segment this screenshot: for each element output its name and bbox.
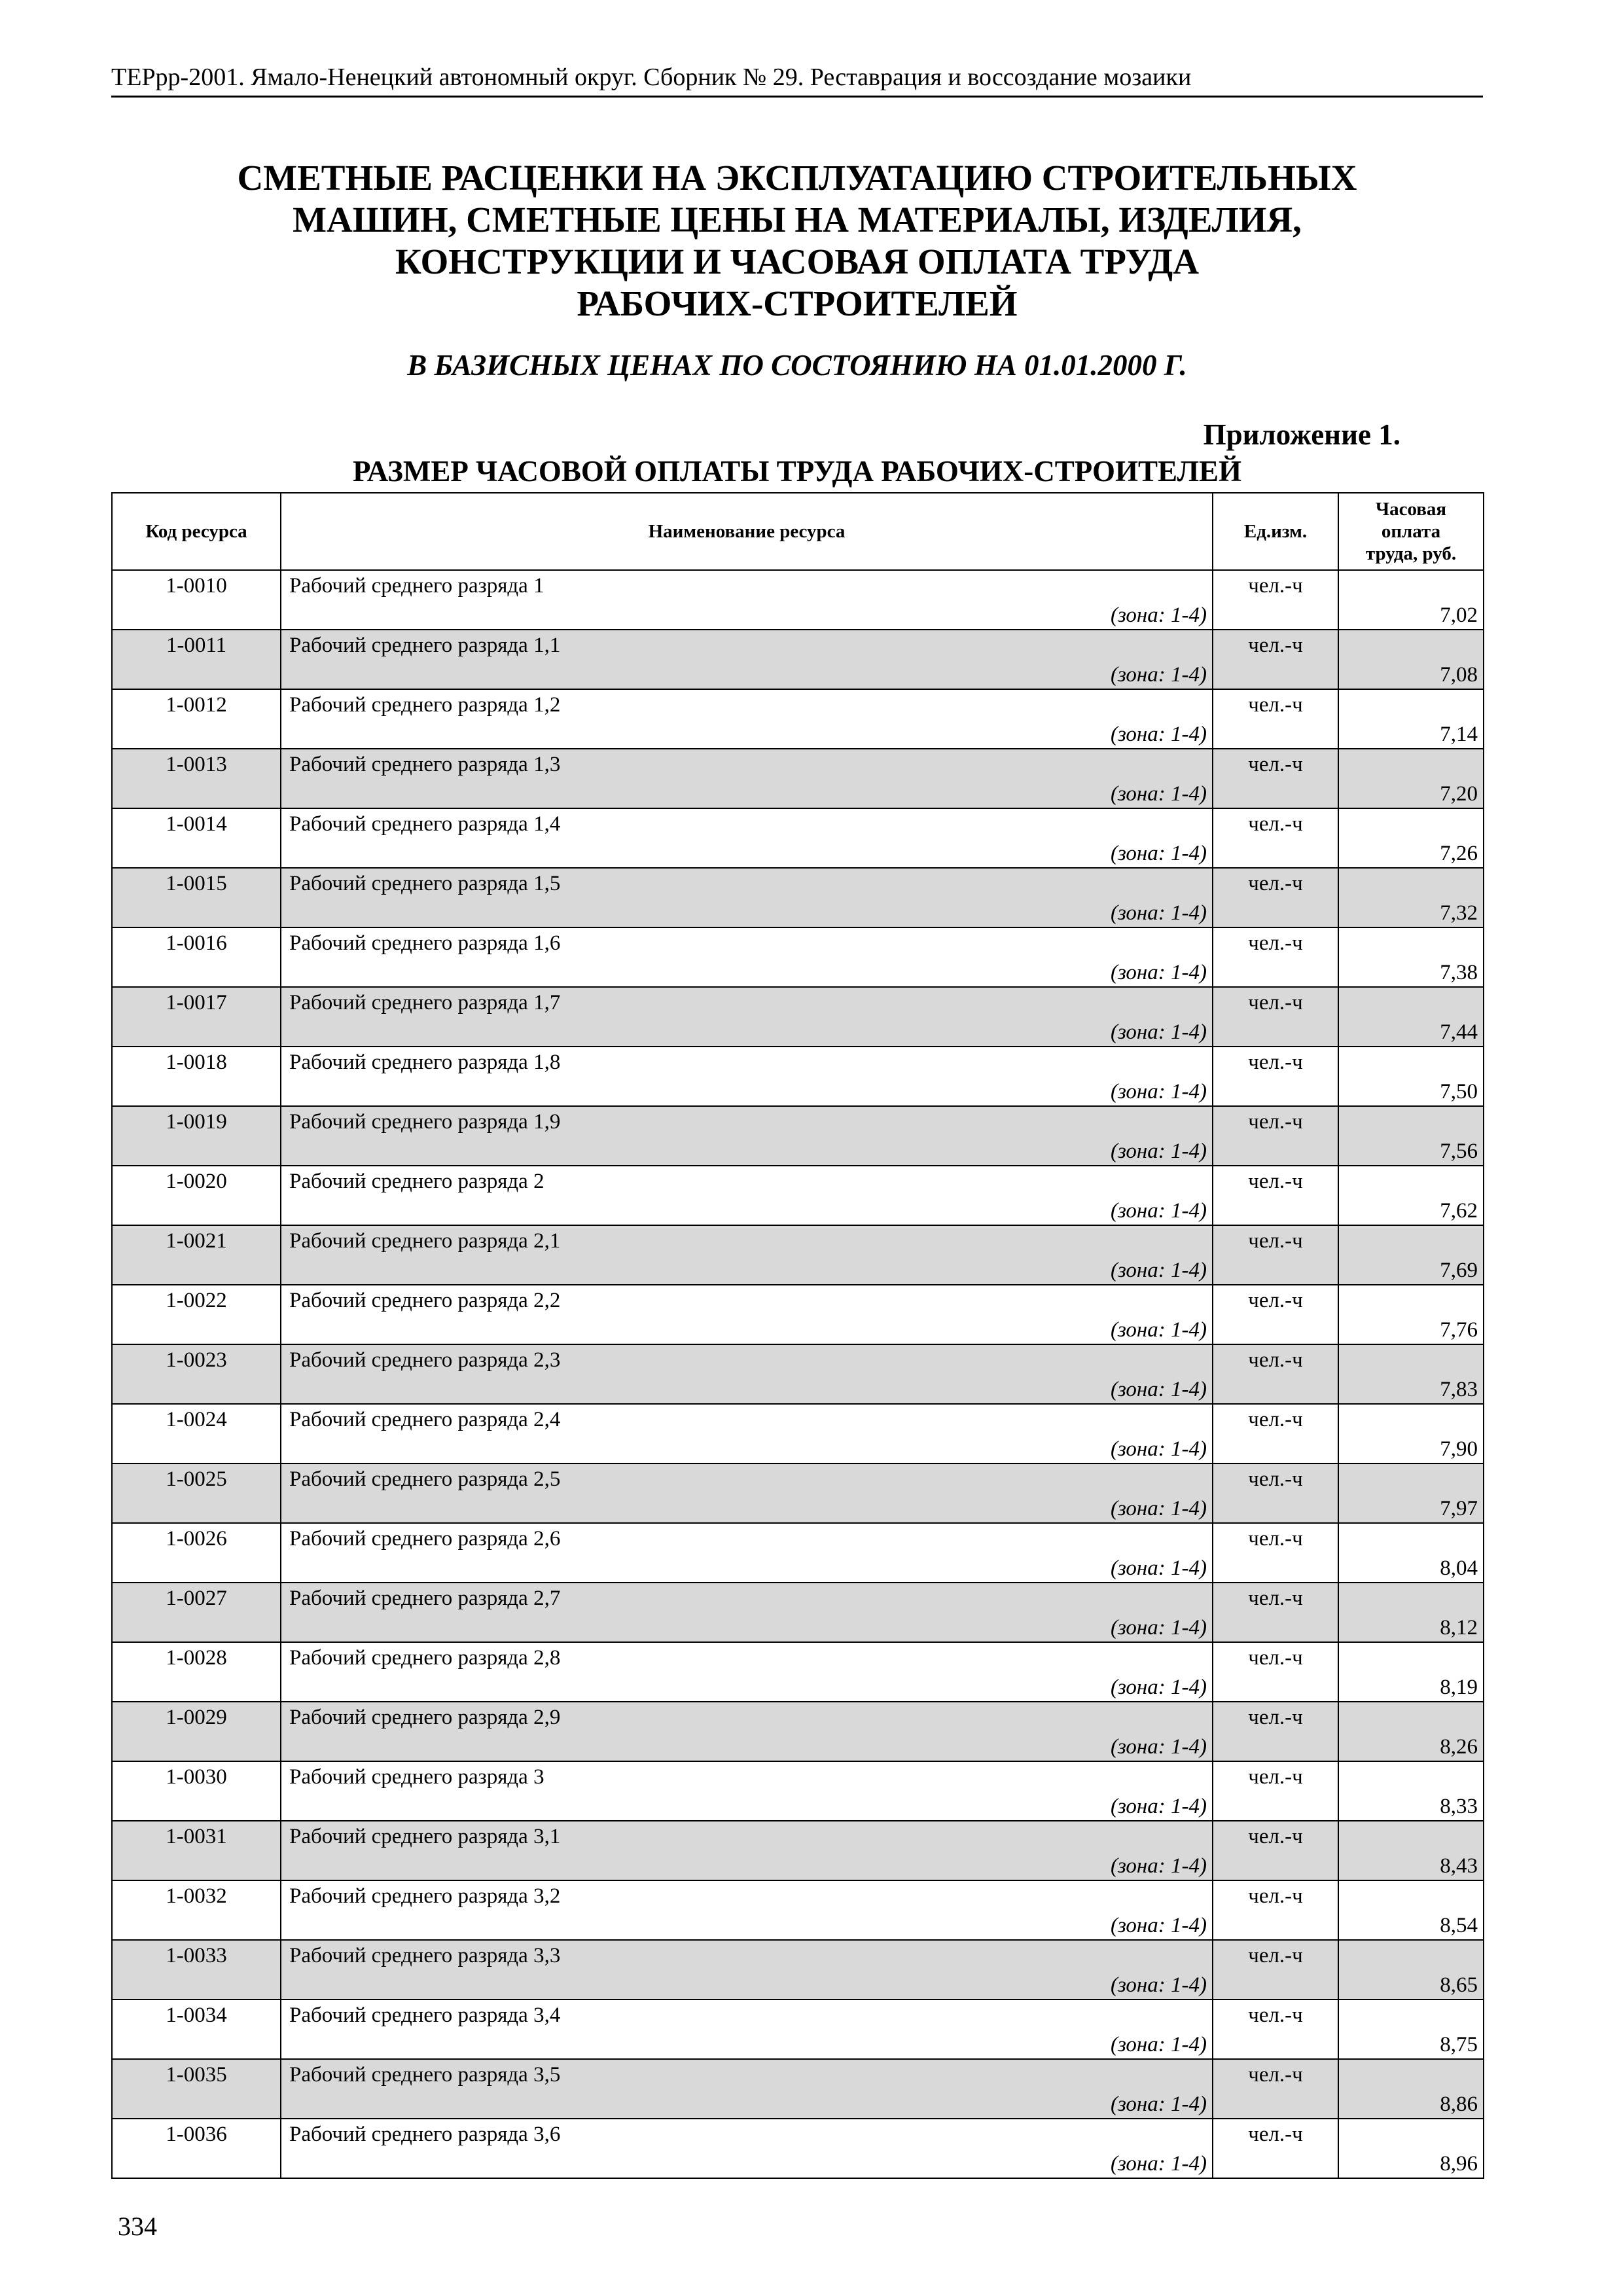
resource-code: 1-0020 bbox=[112, 1166, 281, 1225]
header-name: Наименование ресурса bbox=[281, 493, 1213, 570]
title-line-3: КОНСТРУКЦИИ И ЧАСОВАЯ ОПЛАТА ТРУДА bbox=[395, 242, 1199, 281]
resource-name: Рабочий среднего разряда 1,8 bbox=[289, 1050, 561, 1074]
resource-zone: (зона: 1-4) bbox=[1110, 1973, 1207, 1997]
table-row bbox=[112, 1761, 1484, 1821]
resource-code: 1-0014 bbox=[112, 808, 281, 868]
resource-unit: чел.-ч bbox=[1213, 630, 1338, 689]
resource-name-cell bbox=[281, 1880, 1213, 1940]
resource-unit: чел.-ч bbox=[1213, 2000, 1338, 2059]
resource-zone: (зона: 1-4) bbox=[1110, 1139, 1207, 1163]
resource-name: Рабочий среднего разряда 2,7 bbox=[289, 1587, 561, 1610]
resource-name-cell bbox=[281, 1285, 1213, 1344]
resource-zone: (зона: 1-4) bbox=[1110, 1437, 1207, 1461]
resource-code: 1-0022 bbox=[112, 1285, 281, 1344]
resource-rate: 7,26 bbox=[1338, 808, 1484, 868]
resource-name: Рабочий среднего разряда 3,5 bbox=[289, 2063, 561, 2087]
header-rate-line-1: Часовая bbox=[1375, 499, 1447, 520]
resource-zone: (зона: 1-4) bbox=[1110, 2092, 1207, 2116]
title-line-4: РАБОЧИХ-СТРОИТЕЛЕЙ bbox=[577, 283, 1018, 323]
running-header: ТЕРрр-2001. Ямало-Ненецкий автономный округ. Сборник № 29. Реставрация и воссоздание мозаики bbox=[111, 62, 1483, 98]
resource-name: Рабочий среднего разряда 3,2 bbox=[289, 1884, 561, 1908]
resource-code: 1-0017 bbox=[112, 987, 281, 1047]
table-row bbox=[112, 808, 1484, 868]
resource-unit: чел.-ч bbox=[1213, 1047, 1338, 1106]
table-row bbox=[112, 1225, 1484, 1285]
resource-name: Рабочий среднего разряда 1,2 bbox=[289, 693, 561, 717]
resource-unit: чел.-ч bbox=[1213, 570, 1338, 630]
table-row bbox=[112, 1463, 1484, 1523]
header-unit: Ед.изм. bbox=[1213, 493, 1338, 570]
resource-code: 1-0016 bbox=[112, 927, 281, 987]
rates-table-container bbox=[111, 492, 1483, 2179]
resource-name: Рабочий среднего разряда 2,8 bbox=[289, 1646, 561, 1670]
table-row bbox=[112, 1344, 1484, 1404]
resource-name: Рабочий среднего разряда 2,2 bbox=[289, 1289, 561, 1312]
resource-rate: 8,86 bbox=[1338, 2059, 1484, 2119]
rates-table bbox=[111, 492, 1484, 2179]
table-row bbox=[112, 1047, 1484, 1106]
table-title: РАЗМЕР ЧАСОВОЙ ОПЛАТЫ ТРУДА РАБОЧИХ-СТРОИТЕЛЕЙ bbox=[352, 455, 1242, 488]
resource-name-cell bbox=[281, 1642, 1213, 1702]
resource-name-cell bbox=[281, 1821, 1213, 1880]
document-title bbox=[111, 157, 1483, 325]
resource-unit: чел.-ч bbox=[1213, 927, 1338, 987]
table-row bbox=[112, 2119, 1484, 2178]
resource-rate: 7,02 bbox=[1338, 570, 1484, 630]
header-rate bbox=[1338, 493, 1484, 570]
resource-rate: 7,76 bbox=[1338, 1285, 1484, 1344]
resource-name-cell bbox=[281, 630, 1213, 689]
resource-code: 1-0035 bbox=[112, 2059, 281, 2119]
table-row bbox=[112, 570, 1484, 630]
table-row bbox=[112, 1880, 1484, 1940]
resource-unit: чел.-ч bbox=[1213, 1761, 1338, 1821]
resource-zone: (зона: 1-4) bbox=[1110, 901, 1207, 925]
resource-code: 1-0011 bbox=[112, 630, 281, 689]
resource-unit: чел.-ч bbox=[1213, 689, 1338, 749]
resource-unit: чел.-ч bbox=[1213, 1583, 1338, 1642]
resource-rate: 7,83 bbox=[1338, 1344, 1484, 1404]
resource-zone: (зона: 1-4) bbox=[1110, 723, 1207, 746]
document-subtitle: В БАЗИСНЫХ ЦЕНАХ ПО СОСТОЯНИЮ НА 01.01.2000 Г. bbox=[407, 349, 1187, 382]
resource-zone: (зона: 1-4) bbox=[1110, 1854, 1207, 1878]
resource-rate: 8,12 bbox=[1338, 1583, 1484, 1642]
table-row bbox=[112, 1940, 1484, 2000]
resource-unit: чел.-ч bbox=[1213, 1344, 1338, 1404]
table-row bbox=[112, 868, 1484, 927]
resource-unit: чел.-ч bbox=[1213, 1166, 1338, 1225]
resource-name-cell bbox=[281, 1523, 1213, 1583]
appendix-label: Приложение 1. bbox=[1203, 418, 1400, 451]
resource-code: 1-0021 bbox=[112, 1225, 281, 1285]
resource-code: 1-0023 bbox=[112, 1344, 281, 1404]
resource-rate: 7,20 bbox=[1338, 749, 1484, 808]
resource-name: Рабочий среднего разряда 1,1 bbox=[289, 634, 561, 657]
resource-name-cell bbox=[281, 689, 1213, 749]
table-row bbox=[112, 1821, 1484, 1880]
resource-code: 1-0013 bbox=[112, 749, 281, 808]
resource-zone: (зона: 1-4) bbox=[1110, 1795, 1207, 1818]
table-row bbox=[112, 1106, 1484, 1166]
resource-unit: чел.-ч bbox=[1213, 1642, 1338, 1702]
resource-zone: (зона: 1-4) bbox=[1110, 1497, 1207, 1520]
resource-code: 1-0024 bbox=[112, 1404, 281, 1463]
resource-unit: чел.-ч bbox=[1213, 2059, 1338, 2119]
resource-unit: чел.-ч bbox=[1213, 1880, 1338, 1940]
resource-rate: 8,54 bbox=[1338, 1880, 1484, 1940]
resource-zone: (зона: 1-4) bbox=[1110, 1676, 1207, 1699]
resource-zone: (зона: 1-4) bbox=[1110, 1556, 1207, 1580]
table-row bbox=[112, 630, 1484, 689]
resource-rate: 8,65 bbox=[1338, 1940, 1484, 2000]
resource-name-cell bbox=[281, 927, 1213, 987]
resource-name: Рабочий среднего разряда 1,9 bbox=[289, 1110, 561, 1134]
resource-code: 1-0030 bbox=[112, 1761, 281, 1821]
resource-name-cell bbox=[281, 1463, 1213, 1523]
resource-rate: 7,08 bbox=[1338, 630, 1484, 689]
resource-zone: (зона: 1-4) bbox=[1110, 2033, 1207, 2056]
table-row bbox=[112, 1285, 1484, 1344]
resource-zone: (зона: 1-4) bbox=[1110, 782, 1207, 806]
resource-name: Рабочий среднего разряда 2,4 bbox=[289, 1408, 561, 1431]
resource-name-cell bbox=[281, 749, 1213, 808]
resource-unit: чел.-ч bbox=[1213, 1702, 1338, 1761]
table-row bbox=[112, 927, 1484, 987]
resource-zone: (зона: 1-4) bbox=[1110, 603, 1207, 627]
resource-rate: 7,97 bbox=[1338, 1463, 1484, 1523]
page-number: 334 bbox=[118, 2212, 157, 2241]
resource-unit: чел.-ч bbox=[1213, 808, 1338, 868]
resource-name-cell bbox=[281, 1225, 1213, 1285]
resource-zone: (зона: 1-4) bbox=[1110, 1318, 1207, 1342]
resource-name-cell bbox=[281, 1047, 1213, 1106]
resource-code: 1-0032 bbox=[112, 1880, 281, 1940]
resource-rate: 7,56 bbox=[1338, 1106, 1484, 1166]
resource-code: 1-0015 bbox=[112, 868, 281, 927]
resource-rate: 7,69 bbox=[1338, 1225, 1484, 1285]
resource-code: 1-0036 bbox=[112, 2119, 281, 2178]
table-row bbox=[112, 689, 1484, 749]
resource-name: Рабочий среднего разряда 1,7 bbox=[289, 991, 561, 1014]
resource-code: 1-0019 bbox=[112, 1106, 281, 1166]
resource-name-cell bbox=[281, 808, 1213, 868]
resource-code: 1-0026 bbox=[112, 1523, 281, 1583]
title-line-2: МАШИН, СМЕТНЫЕ ЦЕНЫ НА МАТЕРИАЛЫ, ИЗДЕЛИЯ, bbox=[293, 200, 1302, 240]
resource-rate: 7,62 bbox=[1338, 1166, 1484, 1225]
resource-code: 1-0033 bbox=[112, 1940, 281, 2000]
resource-rate: 7,44 bbox=[1338, 987, 1484, 1047]
resource-rate: 8,26 bbox=[1338, 1702, 1484, 1761]
resource-name: Рабочий среднего разряда 1,5 bbox=[289, 872, 561, 895]
resource-name: Рабочий среднего разряда 3,1 bbox=[289, 1825, 561, 1848]
resource-name-cell bbox=[281, 570, 1213, 630]
resource-zone: (зона: 1-4) bbox=[1110, 1914, 1207, 1937]
resource-name: Рабочий среднего разряда 2 bbox=[289, 1170, 544, 1193]
resource-rate: 8,04 bbox=[1338, 1523, 1484, 1583]
header-code: Код ресурса bbox=[112, 493, 281, 570]
resource-zone: (зона: 1-4) bbox=[1110, 1735, 1207, 1759]
resource-unit: чел.-ч bbox=[1213, 1285, 1338, 1344]
table-row bbox=[112, 2059, 1484, 2119]
resource-rate: 7,38 bbox=[1338, 927, 1484, 987]
resource-code: 1-0025 bbox=[112, 1463, 281, 1523]
resource-unit: чел.-ч bbox=[1213, 987, 1338, 1047]
table-row bbox=[112, 1702, 1484, 1761]
table-row bbox=[112, 1166, 1484, 1225]
resource-rate: 8,19 bbox=[1338, 1642, 1484, 1702]
table-row bbox=[112, 749, 1484, 808]
resource-unit: чел.-ч bbox=[1213, 1404, 1338, 1463]
table-body bbox=[112, 570, 1484, 2178]
resource-unit: чел.-ч bbox=[1213, 1821, 1338, 1880]
resource-zone: (зона: 1-4) bbox=[1110, 663, 1207, 687]
resource-rate: 7,90 bbox=[1338, 1404, 1484, 1463]
table-header-row bbox=[112, 493, 1484, 570]
resource-name-cell bbox=[281, 987, 1213, 1047]
resource-rate: 8,43 bbox=[1338, 1821, 1484, 1880]
resource-name-cell bbox=[281, 1702, 1213, 1761]
resource-code: 1-0010 bbox=[112, 570, 281, 630]
resource-rate: 7,50 bbox=[1338, 1047, 1484, 1106]
resource-unit: чел.-ч bbox=[1213, 1225, 1338, 1285]
resource-zone: (зона: 1-4) bbox=[1110, 961, 1207, 984]
resource-name: Рабочий среднего разряда 2,5 bbox=[289, 1467, 561, 1491]
resource-name-cell bbox=[281, 2119, 1213, 2178]
header-rate-line-2: оплата bbox=[1381, 521, 1441, 542]
table-row bbox=[112, 1404, 1484, 1463]
resource-code: 1-0012 bbox=[112, 689, 281, 749]
resource-zone: (зона: 1-4) bbox=[1110, 1080, 1207, 1103]
resource-rate: 7,32 bbox=[1338, 868, 1484, 927]
resource-code: 1-0018 bbox=[112, 1047, 281, 1106]
resource-zone: (зона: 1-4) bbox=[1110, 2152, 1207, 2176]
resource-code: 1-0034 bbox=[112, 2000, 281, 2059]
resource-unit: чел.-ч bbox=[1213, 2119, 1338, 2178]
resource-code: 1-0027 bbox=[112, 1583, 281, 1642]
resource-name: Рабочий среднего разряда 2,3 bbox=[289, 1348, 561, 1372]
resource-name: Рабочий среднего разряда 2,9 bbox=[289, 1706, 561, 1729]
resource-unit: чел.-ч bbox=[1213, 1463, 1338, 1523]
title-line-1: СМЕТНЫЕ РАСЦЕНКИ НА ЭКСПЛУАТАЦИЮ СТРОИТЕЛЬНЫХ bbox=[237, 158, 1357, 198]
resource-name: Рабочий среднего разряда 1 bbox=[289, 574, 544, 598]
resource-code: 1-0028 bbox=[112, 1642, 281, 1702]
resource-name-cell bbox=[281, 1940, 1213, 2000]
resource-unit: чел.-ч bbox=[1213, 1523, 1338, 1583]
resource-name-cell bbox=[281, 2059, 1213, 2119]
resource-name-cell bbox=[281, 1404, 1213, 1463]
resource-zone: (зона: 1-4) bbox=[1110, 1378, 1207, 1401]
table-row bbox=[112, 2000, 1484, 2059]
header-rate-line-3: труда, руб. bbox=[1365, 543, 1457, 564]
resource-rate: 8,33 bbox=[1338, 1761, 1484, 1821]
resource-name-cell bbox=[281, 1344, 1213, 1404]
resource-name: Рабочий среднего разряда 1,3 bbox=[289, 753, 561, 776]
resource-zone: (зона: 1-4) bbox=[1110, 1020, 1207, 1044]
resource-unit: чел.-ч bbox=[1213, 1106, 1338, 1166]
resource-unit: чел.-ч bbox=[1213, 1940, 1338, 2000]
resource-name: Рабочий среднего разряда 3,4 bbox=[289, 2003, 561, 2027]
resource-zone: (зона: 1-4) bbox=[1110, 1259, 1207, 1282]
resource-name-cell bbox=[281, 1166, 1213, 1225]
resource-name: Рабочий среднего разряда 1,4 bbox=[289, 812, 561, 836]
resource-code: 1-0029 bbox=[112, 1702, 281, 1761]
resource-name: Рабочий среднего разряда 1,6 bbox=[289, 931, 561, 955]
resource-rate: 8,96 bbox=[1338, 2119, 1484, 2178]
table-row bbox=[112, 987, 1484, 1047]
resource-zone: (зона: 1-4) bbox=[1110, 842, 1207, 865]
resource-rate: 7,14 bbox=[1338, 689, 1484, 749]
table-row bbox=[112, 1642, 1484, 1702]
resource-name: Рабочий среднего разряда 2,6 bbox=[289, 1527, 561, 1551]
resource-name-cell bbox=[281, 868, 1213, 927]
resource-name: Рабочий среднего разряда 3,6 bbox=[289, 2123, 561, 2146]
resource-name: Рабочий среднего разряда 3 bbox=[289, 1765, 544, 1789]
resource-name-cell bbox=[281, 1583, 1213, 1642]
resource-name-cell bbox=[281, 1106, 1213, 1166]
resource-name: Рабочий среднего разряда 2,1 bbox=[289, 1229, 561, 1253]
resource-rate: 8,75 bbox=[1338, 2000, 1484, 2059]
resource-unit: чел.-ч bbox=[1213, 749, 1338, 808]
resource-name-cell bbox=[281, 1761, 1213, 1821]
table-row bbox=[112, 1523, 1484, 1583]
resource-name-cell bbox=[281, 2000, 1213, 2059]
table-row bbox=[112, 1583, 1484, 1642]
resource-zone: (зона: 1-4) bbox=[1110, 1616, 1207, 1640]
resource-zone: (зона: 1-4) bbox=[1110, 1199, 1207, 1223]
resource-name: Рабочий среднего разряда 3,3 bbox=[289, 1944, 561, 1967]
resource-unit: чел.-ч bbox=[1213, 868, 1338, 927]
resource-code: 1-0031 bbox=[112, 1821, 281, 1880]
